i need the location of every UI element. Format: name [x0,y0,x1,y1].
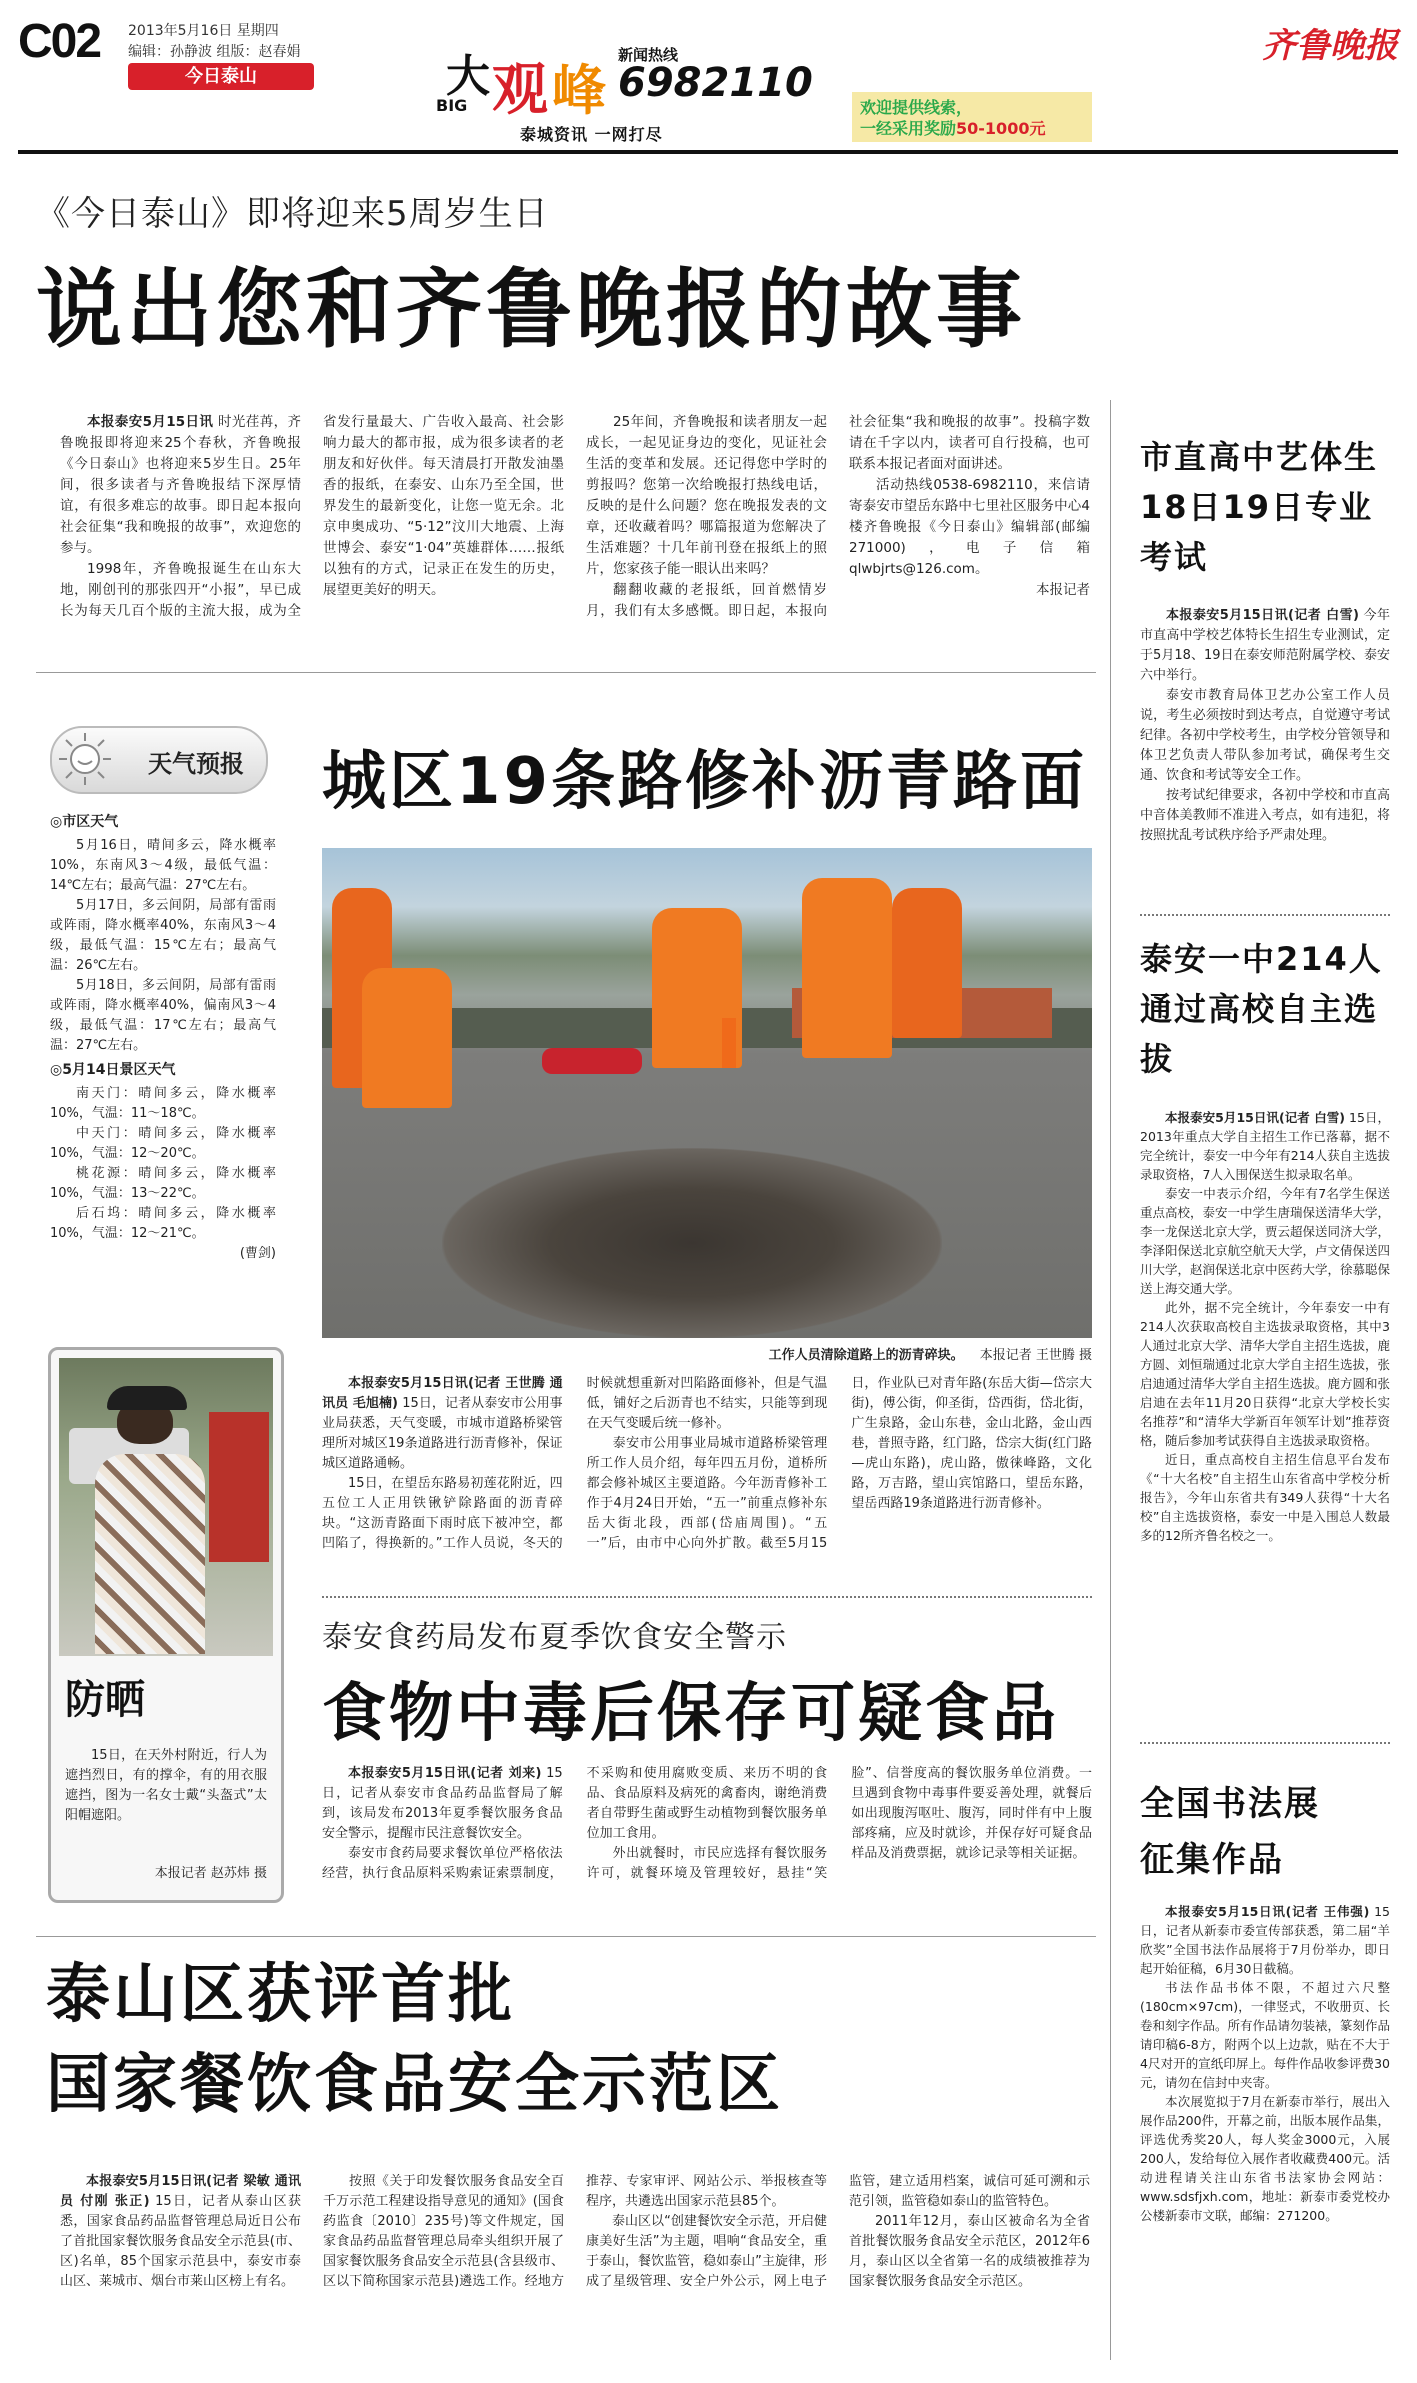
section-label: 今日泰山 [185,66,257,87]
no1-title-1: 泰安一中214人 [1140,940,1383,978]
weather-scenic-item-2: 中天门：晴间多云，降水概率10%，气温：12～20℃。 [50,1126,276,1161]
side-rule-1 [1140,914,1390,916]
weather-scenic-item-1: 南天门：晴间多云，降水概率10%，气温：11～18℃。 [50,1086,276,1121]
no1-byline: 本报泰安5月15日讯(记者 白雪) [1165,1110,1345,1125]
header-rule [18,150,1398,154]
food-kicker: 泰安食药局发布夏季饮食安全警示 [322,1620,787,1655]
issue-date: 2013年5月16日 星期四 [128,23,279,39]
calligraphy-byline: 本报泰安5月15日讯(记者 王伟强) [1165,1904,1370,1919]
art-exam-para-2: 泰安市教育局体卫艺办公室工作人员说，考生必须按时到达考点，自觉遵守考试纪律。各初中学校考生，由学校分管领导和体卫艺负责人带队参加考试，确保考生交通、饮食和考试等安全工作。 [1140,688,1390,783]
weather-body [50,812,276,1264]
weather-scenic-item-4: 后石坞：晴间多云，降水概率10%，气温：12～21℃。 [50,1206,276,1241]
sunscreen-title: 防晒 [65,1677,145,1723]
food-para-1: 15日，记者从泰安市食品药品监督局了解到，该局发布2013年夏季餐饮服务食品安全警示，提醒市民注意餐饮安全。 [322,1766,563,1841]
road-story-body [322,1374,1092,1592]
road-headline: 城区19条路修补沥青路面 [322,745,1088,819]
circle-bullet-icon: ◎ [50,1062,63,1078]
taishan-para-1: 15日，记者从泰山区获悉，国家食品药品监督管理总局近日公布了首批国家餐饮服务食品安全示范县(市、区)名单，85个国家示范县中，泰安市泰山区、莱城市、烟台市莱山区榜上有名。 [60,2194,301,2289]
no1-para-1: 15日，2013年重点大学自主招生工作已落幕，据不完全统计，泰安一中今年有214人获自主选拔录取资格，7人入围保送生拟录取名单。 [1140,1110,1390,1182]
food-para-3: 外出就餐时，市民应选择有餐饮服务许可，就餐环境及管理较好，悬挂“笑脸”、信誉度高的餐饮服务单位消费。一旦遇到食物中毒事件要妥善处理，就餐后如出现腹泻呕吐、腹泻，同时伴有中上腹部疼痛，应及时就诊，并保存好可疑食品样品及消费票据，就诊记录等相关证据。 [586,1766,1092,1881]
art-exam-title-2: 18日19日专业考试 [1140,488,1374,576]
weather-city-item-3: 5月18日，多云间阴，局部有雷雨或阵雨，降水概率40%，偏南风3～4级，最低气温：17℃左右；最高气温：27℃左右。 [50,978,276,1053]
taishan-headline-line-2: 国家餐饮食品安全示范区 [46,2048,783,2122]
sun-icon [56,730,114,788]
art-exam-title-1: 市直高中艺体生 [1140,438,1379,476]
calligraphy-para-2: 书法作品书体不限，不超过六尺整(180cm×97cm)，一律竖式，不收册页、长卷和刻字作品。所有作品请勿装裱，篆刻作品请印稿6-8方，附两个以上边款，贴在不大于4尺对开的宣纸印屏上。每件作品收参评费30元，请勿在信封中夹寄。 [1140,1980,1391,2090]
food-headline: 食物中毒后保存可疑食品 [322,1677,1059,1751]
weather-source: (曹剑) [239,1246,276,1261]
road-caption-text: 工作人员清除道路上的沥青碎块。 [768,1348,964,1363]
food-bottom-rule [36,1936,1096,1937]
side-art-exam [1140,432,1390,846]
tip-line-2 [860,116,1045,139]
tip-line-1: 欢迎提供线索， [860,98,973,117]
sunscreen-photo [59,1358,273,1656]
page-code: C02 [18,15,101,68]
section-badge [128,63,314,90]
hotline-number: 6982110 [618,60,813,106]
road-para-2: 15日，在望岳东路易初莲花附近，四五位工人正用铁锹铲除路面的沥青碎块。“这沥青路面下雨时底下被冲空，都凹陷了，得换新的。”工作人员说，冬天的时候就想重新对凹陷路面修补，但是气温低，铺好之后沥青也不结实，只能等到现在天气变暖后统一修补。 [322,1376,828,1551]
sunscreen-body: 15日，在天外村附近，行人为遮挡烈日，有的撑伞，有的用衣服遮挡，图为一名女士戴“头盔式”太阳帽遮阳。 [65,1748,267,1823]
food-para-2: 泰安市食药局要求餐饮单位严格依法经营，执行食品原料采购索证索票制度，不采购和使用腐败变质、来历不明的食品、食品原料及病死的禽畜肉，谢绝消费者自带野生菌或野生动植物到餐饮服务单位加工食用。 [322,1766,828,1881]
road-photo [322,848,1092,1338]
weather-city-title: 市区天气 [62,814,119,830]
art-exam-para-1: 今年市直高中学校艺体特长生招生专业测试，定于5月18、19日在泰安师范附属学校、泰安六中举行。 [1140,608,1390,683]
side-rule-2 [1140,1742,1390,1744]
brand-slogan: 泰城资讯 一网打尽 [520,125,663,144]
food-byline: 本报泰安5月15日讯(记者 刘来) [348,1766,542,1781]
calligraphy-para-1: 15日，记者从新泰市委宣传部获悉，第二届“羊欣奖”全国书法作品展将于7月份举办，即日起开始征稿，6月30日截稿。 [1140,1904,1390,1976]
road-photo-credit: 本报记者 王世腾 摄 [979,1348,1092,1363]
hotline-label: 新闻热线 [618,46,679,64]
taishan-headline-line-1: 泰山区获评首批 [46,1958,515,2032]
calligraphy-para-3: 本次展览拟于7月在新泰市举行，展出入展作品200件，开幕之前，出版本展作品集，评选优秀奖20人，每人奖金3000元，入展200人，发给每位入展作者收藏费400元。活动进程请关注山东省书法家协会网站：www.sdsfjxh.com，地址：新泰市委党校办公楼新泰市文联，邮编：271200。 [1140,2094,1390,2223]
road-photo-caption [322,1344,1092,1363]
lead-kicker: 《今日泰山》即将迎来5周岁生日 [36,194,549,234]
brand-feng-char: 峰 [552,59,606,122]
tip-box [852,92,1092,142]
sunscreen-box [48,1347,284,1903]
editor-credit: 编辑：孙静波 组版：赵春娟 [128,44,301,60]
no1-para-4: 近日，重点高校自主招生信息平台发布《“十大名校”自主招生山东省高中学校分析报告》，今年山东省共有349人获得“十大名校”自主选拔资格，泰安一中是入围总人数最多的12所齐鲁名校之一。 [1140,1452,1390,1543]
lead-story-body [60,412,1090,662]
side-no1-school [1140,934,1390,1545]
sunscreen-credit: 本报记者 赵苏炜 摄 [154,1866,267,1881]
tip-amount: 50-1000元 [956,119,1046,138]
tip-prefix: 一经采用奖励 [860,119,957,138]
lead-para-4: 翻翻收藏的老报纸，回首燃情岁月，我们有太多感慨。即日起，本报向社会征集“我和晚报的故事”。投稿字数请在千字以内，读者可自行投稿，也可联系本报记者面对面讲述。 [586,414,1090,619]
side-calligraphy [1140,1776,1390,2225]
right-column-divider [1110,400,1111,2360]
calligraphy-title-1: 全国书法展 [1140,1784,1320,1824]
road-bottom-rule [322,1596,1092,1598]
weather-scenic-title: 5月14日景区天气 [62,1062,176,1078]
art-exam-byline: 本报泰安5月15日讯(记者 白雪) [1166,608,1359,623]
taishan-story-body [60,2172,1090,2368]
no1-para-2: 泰安一中表示介绍，今年有7名学生保送重点高校，泰安一中学生唐瑞保送清华大学，李一龙保送北京大学，贾云超保送同济大学，李泽阳保送北京航空航天大学，卢文倩保送四川大学，赵润保送北京中医药大学，徐慕聪保送上海交通大学。 [1140,1186,1391,1296]
lead-para-2: 1998年，齐鲁晚报诞生在山东大地，刚创刊的那张四开“小报”，早已成长为每天几百个版的主流大报，成为全省发行量最大、广告收入最高、社会影响力最大的都市报，成为很多读者的老朋友和好伙伴。每天清晨打开散发油墨香的报纸，在泰安、山东乃至全国，世界发生的最新变化，让您一览无余。北京申奥成功、“5·12”汶川大地震、上海世博会、泰安“1·04”英雄群体……报纸以独有的方式，记录正在发生的历史，展望更美好的明天。 [60,414,564,619]
food-story-body [322,1764,1092,1924]
road-byline: 本报泰安5月15日讯(记者 王世腾 通讯员 毛旭楠) [322,1376,563,1411]
circle-bullet-icon: ◎ [50,814,63,830]
lead-headline: 说出您和齐鲁晚报的故事 [36,260,1026,360]
lead-bottom-rule [36,672,1096,673]
weather-badge [50,726,268,794]
lead-para-1: 时光荏苒，齐鲁晚报即将迎来25个春秋，齐鲁晚报《今日泰山》也将迎来5岁生日。25年间，很多读者与齐鲁晚报结下深厚情谊，有很多难忘的故事。即日起本报向社会征集“我和晚报的故事”，欢迎您的参与。 [60,414,302,556]
brand-big-en: BIG [436,96,468,115]
taishan-para-4: 2011年12月，泰山区被命名为全省首批餐饮服务食品安全示范区，2012年6月，泰山区以全省第一名的成绩被推荐为国家餐饮服务食品安全示范区。 [849,2214,1090,2289]
weather-city-item-1: 5月16日，晴间多云，降水概率10%，东南风3～4级，最低气温：14℃左右；最高气温：27℃左右。 [50,838,276,893]
brand-logo [432,30,842,150]
taishan-para-2: 按照《关于印发餐饮服务食品安全百千万示范工程建设指导意见的通知》(国食药监食〔2010〕235号)等文件规定，国家食品药品监督管理总局牵头组织开展了国家餐饮服务食品安全示范县(含县级市、区以下简称国家示范县)遴选工作。经地方推荐、专家审评、网站公示、举报核查等程序，共遴选出国家示范县85个。 [323,2174,827,2289]
lead-byline: 本报泰安5月15日讯 [87,414,214,430]
road-para-1: 15日，记者从泰安市公用事业局获悉，天气变暖，市城市道路桥梁管理所对城区19条道路进行沥青修补，保证城区道路通畅。 [322,1396,563,1471]
calligraphy-title-2: 征集作品 [1140,1840,1284,1880]
brand-big-char: 大 [446,51,490,102]
weather-title: 天气预报 [148,750,244,778]
weather-city-item-2: 5月17日，多云间阴，局部有雷雨或阵雨，降水概率40%，东南风3～4级，最低气温：15℃左右；最高气温：26℃左右。 [50,898,276,973]
taishan-para-3: 泰山区以“创建餐饮安全示范，开启健康美好生活”为主题，唱响“食品安全，重于泰山，餐饮监管，稳如泰山”主旋律，形成了星级管理、安全户外公示，网上电子监管，建立适用档案，诚信可延可溯和示范引领，监管稳如泰山的监管特色。 [586,2174,1090,2289]
art-exam-para-3: 按考试纪律要求，各初中学校和市直高中音体美教师不准进入考点，如有违犯，将按照扰乱考试秩序给予严肃处理。 [1140,788,1390,843]
lead-para-3: 25年间，齐鲁晚报和读者朋友一起成长，一起见证身边的变化，见证社会生活的变革和发展。还记得您中学时的剪报吗？您第一次给晚报打热线电话，反映的是什么问题？您在晚报发表的文章，还收藏着吗？哪篇报道为您解决了生活难题？十几年前刊登在报纸上的照片，您家孩子能一眼认出来吗？ [586,414,827,577]
lead-para-5: 活动热线0538-6982110，来信请寄泰安市望岳东路中七里社区服务中心4楼齐鲁晚报《今日泰山》编辑部(邮编271000)，电子信箱qlwbjrts@126.com。 [849,477,1090,577]
brand-guan-char: 观 [492,58,548,123]
no1-title-2: 通过高校自主选拔 [1140,990,1379,1078]
lead-signature: 本报记者 [1036,582,1090,598]
road-para-3: 泰安市公用事业局城市道路桥梁管理所工作人员介绍，每年四五月份，道桥所都会修补城区主要道路。今年沥青修补工作于4月24日开始，“五一”前重点修补东岳大街北段，西部(岱庙周围)。“五一”后，由市中心向外扩散。截至5月15日，作业队已对青年路(东岳大街—岱宗大街)，傅公街，仰圣街，岱西街，岱北街，广生泉路，金山东巷，金山北路，金山西巷，普照寺路，红门路，岱宗大街(红门路—虎山东路)，虎山路，傲徕峰路，文化路，万吉路，望山宾馆路口，望岳东路，望岳西路19条道路进行沥青修补。 [586,1376,1092,1551]
no1-para-3: 此外，据不完全统计，今年泰安一中有214人次获取高校自主选拔录取资格，其中3人通过北京大学、清华大学自主招生选拔，鹿方圆、刘恒瑞通过北京大学自主招生选拔，张启迪通过清华大学自主招生选拔。鹿方圆和张启迪在去年11月20日获得“北京大学校长实名推荐”和“清华大学新百年领军计划”推荐资格，随后参加考试获得自主选拔录取资格。 [1140,1300,1391,1448]
newspaper-name: 齐鲁晚报 [1262,26,1398,66]
taishan-byline: 本报泰安5月15日讯(记者 梁敏 通讯员 付刚 张正) [60,2174,301,2209]
weather-scenic-item-3: 桃花源：晴间多云，降水概率10%，气温：13～22℃。 [50,1166,276,1201]
